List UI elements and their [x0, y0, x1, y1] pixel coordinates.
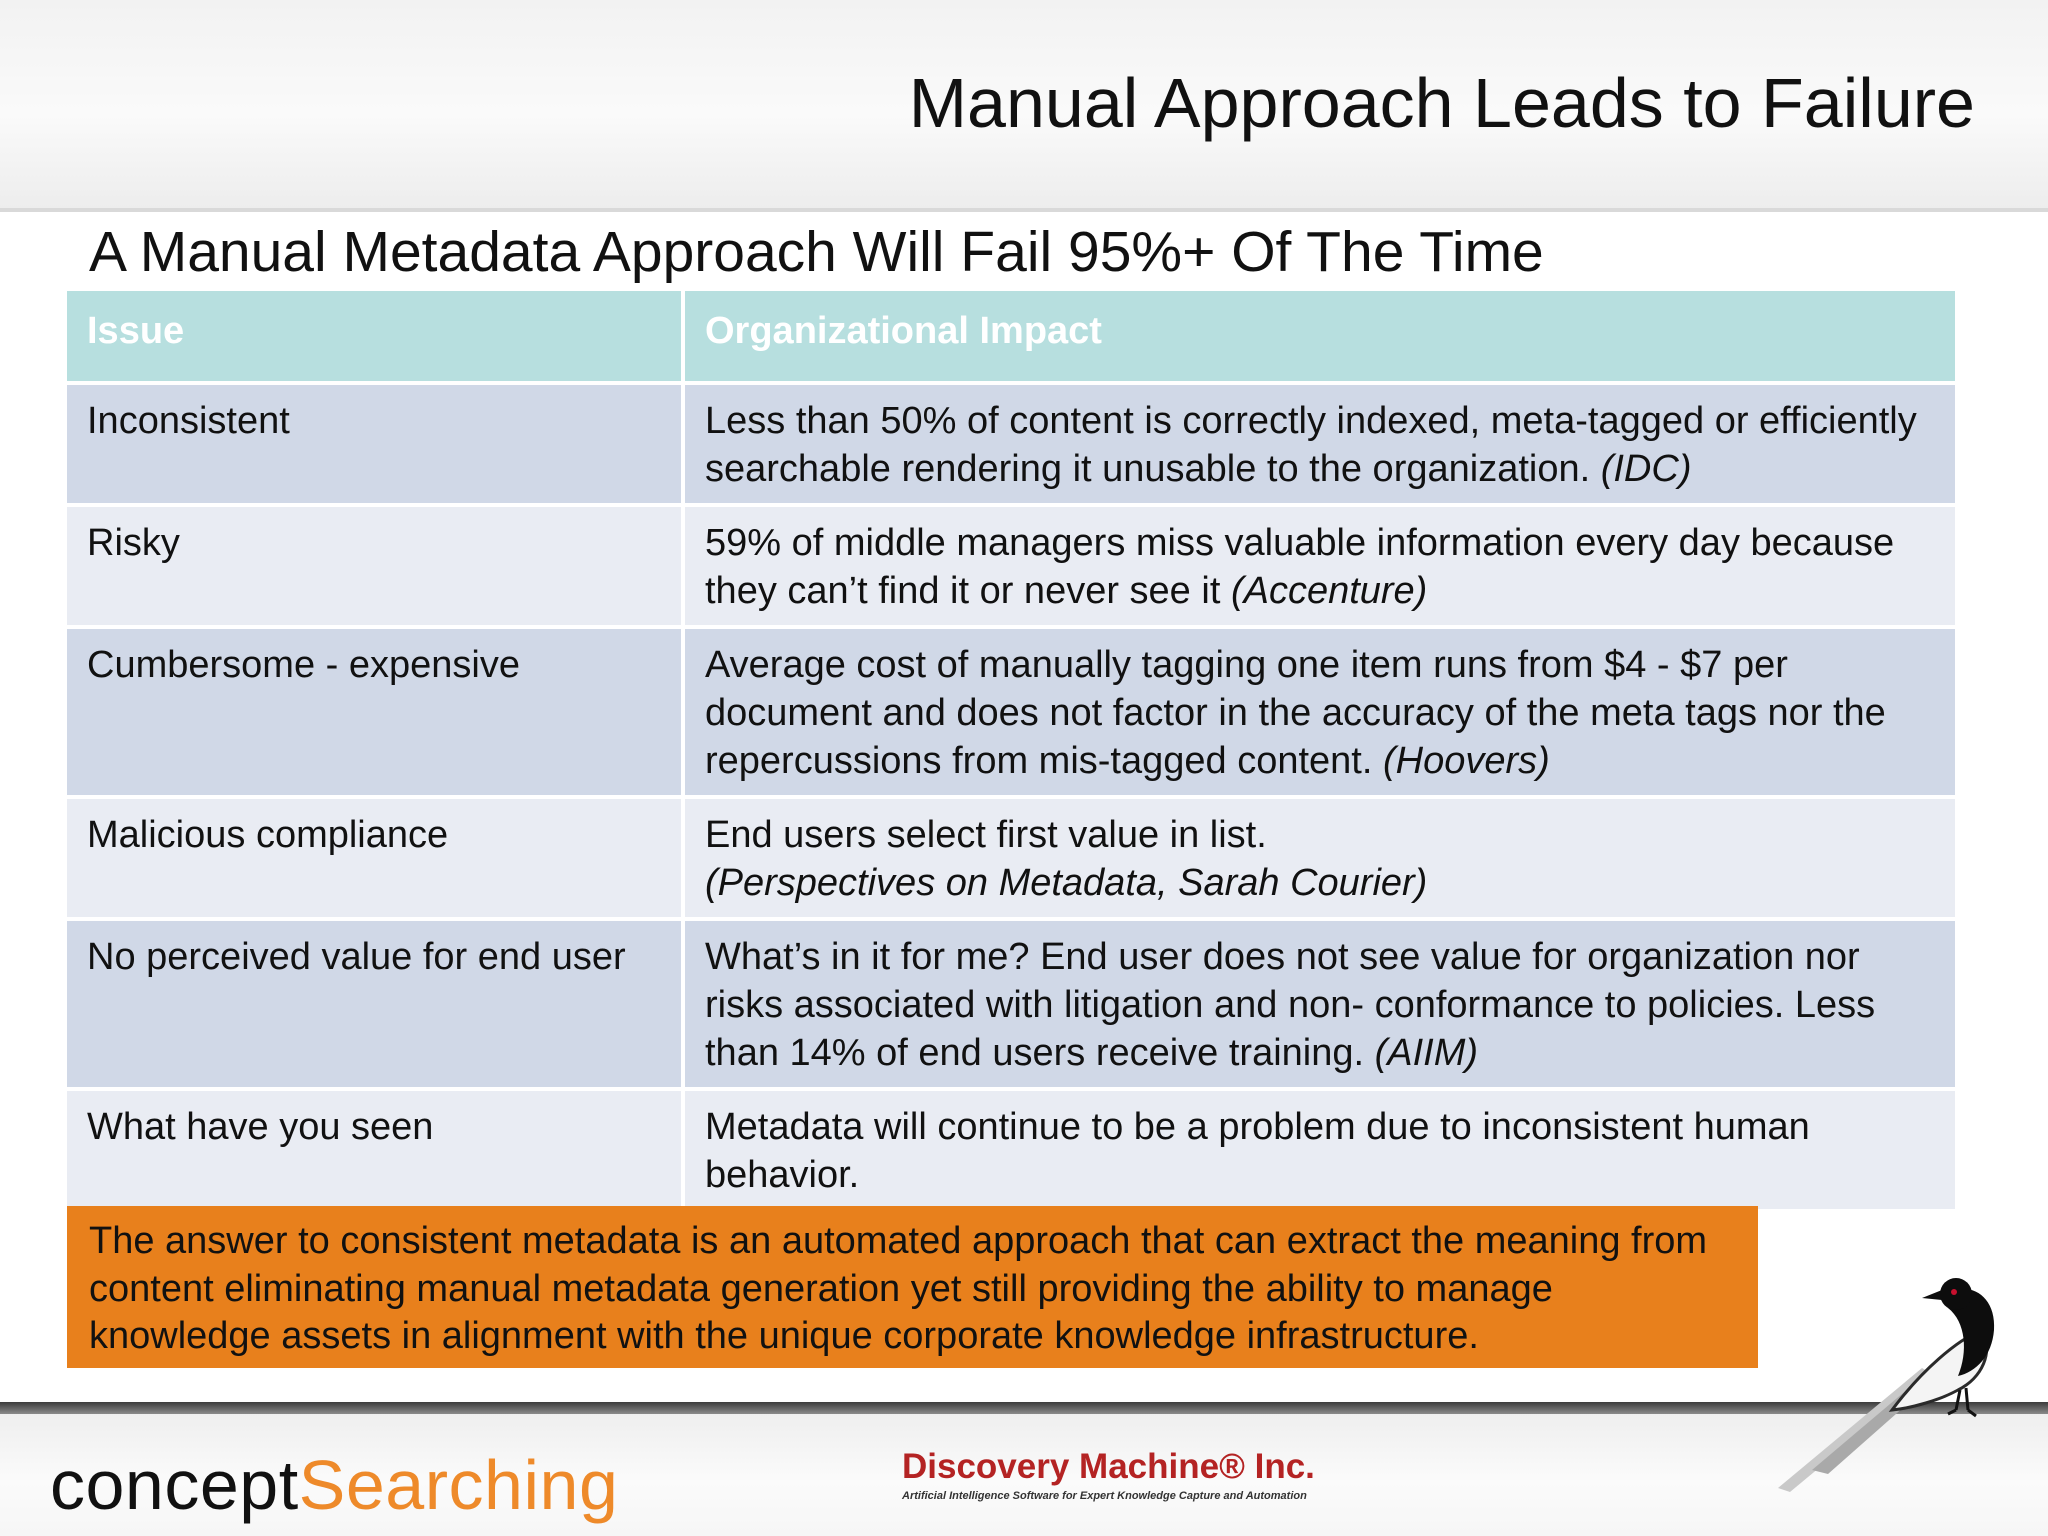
slide-title: Manual Approach Leads to Failure: [908, 64, 1975, 142]
table-row: [67, 921, 1955, 1087]
impact-cell: [685, 507, 1955, 625]
impact-source: (Hoovers): [1382, 740, 1550, 782]
discovery-machine-name: Discovery Machine® Inc.: [902, 1447, 1315, 1486]
issue-cell: What have you seen: [67, 1091, 681, 1209]
impact-cell: [685, 385, 1955, 503]
footer-divider: [0, 1402, 2048, 1414]
logo-text-searching: Searching: [298, 1446, 619, 1524]
table-row: [67, 1091, 1955, 1209]
column-header-issue: Issue: [67, 291, 681, 381]
table-row: [67, 385, 1955, 503]
discovery-machine-logo: [902, 1446, 1315, 1504]
column-header-impact: Organizational Impact: [685, 291, 1955, 381]
impact-cell: [685, 799, 1955, 917]
impact-source: (Perspectives on Metadata, Sarah Courier): [705, 862, 1428, 904]
magpie-icon: [1772, 1260, 2008, 1496]
issue-impact-table: [63, 287, 1959, 1213]
issue-cell: Cumbersome - expensive: [67, 629, 681, 795]
impact-text: What’s in it for me? End user does not see value for organization nor risks associated with litigation and non- conformance to policies. Less than 14% of end users receive training.: [705, 936, 1876, 1074]
impact-cell: [685, 1091, 1955, 1209]
impact-cell: [685, 629, 1955, 795]
impact-text: 59% of middle managers miss valuable information every day because they can’t find it or never see it: [705, 522, 1895, 612]
impact-text: End users select first value in list.: [705, 814, 1267, 856]
impact-text: Metadata will continue to be a problem due to inconsistent human behavior.: [705, 1106, 1810, 1196]
impact-text: Average cost of manually tagging one item runs from $4 - $7 per document and does not factor in the accuracy of the meta tags nor the repercussions from mis-tagged content.: [705, 644, 1886, 782]
table-row: [67, 629, 1955, 795]
impact-text: Less than 50% of content is correctly indexed, meta-tagged or efficiently searchable rendering it unusable to the organization.: [705, 400, 1917, 490]
table-row: [67, 799, 1955, 917]
logo-text-concept: concept: [50, 1446, 299, 1524]
concept-searching-logo: [50, 1443, 618, 1527]
slide-subtitle: A Manual Metadata Approach Will Fail 95%+ Of The Time: [89, 220, 1544, 284]
impact-source: (Accenture): [1230, 570, 1428, 612]
table-header-row: [67, 291, 1955, 381]
table-row: [67, 507, 1955, 625]
issue-cell: Inconsistent: [67, 385, 681, 503]
issue-cell: Malicious compliance: [67, 799, 681, 917]
conclusion-callout: The answer to consistent metadata is an automated approach that can extract the meaning from content eliminating manual metadata generation yet still providing the ability to manage knowledge assets in alignment with the unique corporate knowledge infrastructure.: [67, 1206, 1758, 1368]
impact-source: (AIIM): [1374, 1032, 1479, 1074]
issue-cell: Risky: [67, 507, 681, 625]
impact-source: (IDC): [1600, 448, 1692, 490]
issue-cell: No perceived value for end user: [67, 921, 681, 1087]
discovery-machine-tagline: Artificial Intelligence Software for Expert Knowledge Capture and Automation: [902, 1490, 1307, 1502]
impact-cell: [685, 921, 1955, 1087]
